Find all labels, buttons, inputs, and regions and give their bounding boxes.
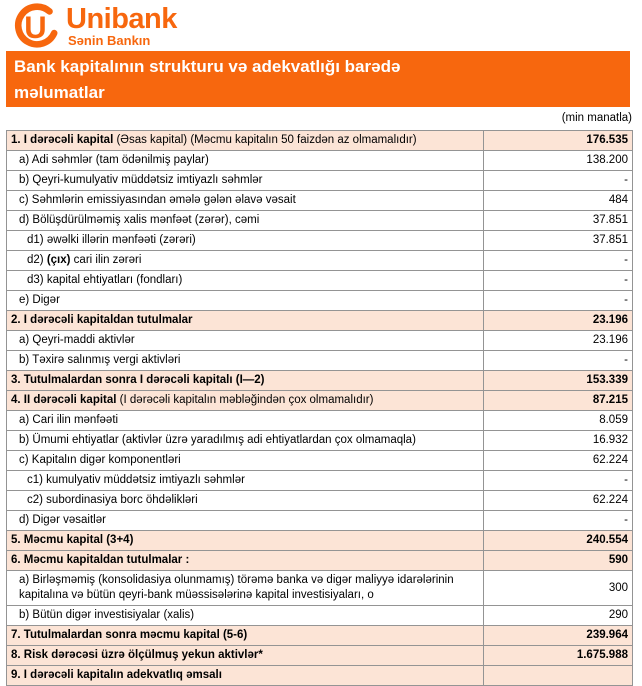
row-value: 23.196 xyxy=(484,311,633,331)
page-title-line2: məlumatlar xyxy=(14,83,105,102)
row-value: 62.224 xyxy=(484,491,633,511)
row-label: a) Cari ilin mənfəəti xyxy=(7,411,484,431)
row-value: - xyxy=(484,351,633,371)
row-label: d3) kapital ehtiyatları (fondları) xyxy=(7,271,484,291)
row-label: 4. II dərəcəli kapital (I dərəcəli kapitalın məbləğindən çox olmamalıdır) xyxy=(7,391,484,411)
row-label: 2. I dərəcəli kapitaldan tutulmalar xyxy=(7,311,484,331)
capital-table-body xyxy=(7,131,633,686)
row-value: - xyxy=(484,511,633,531)
row-value: 176.535 xyxy=(484,131,633,151)
table-row xyxy=(7,571,633,606)
row-value: 62.224 xyxy=(484,451,633,471)
table-row xyxy=(7,351,633,371)
row-value: 8.059 xyxy=(484,411,633,431)
row-value: 23.196 xyxy=(484,331,633,351)
row-label: b) Bütün digər investisiyalar (xalis) xyxy=(7,606,484,626)
row-value: 484 xyxy=(484,191,633,211)
row-label: a) Adi səhmlər (tam ödənilmiş paylar) xyxy=(7,151,484,171)
row-label: 6. Məcmu kapitaldan tutulmalar : xyxy=(7,551,484,571)
row-value: 37.851 xyxy=(484,231,633,251)
row-value xyxy=(484,666,633,686)
row-label: 5. Məcmu kapital (3+4) xyxy=(7,531,484,551)
row-label: b) Qeyri-kumulyativ müddətsiz imtiyazlı səhmlər xyxy=(7,171,484,191)
table-row xyxy=(7,491,633,511)
table-row xyxy=(7,231,633,251)
row-label: a) Birləşməmiş (konsolidasiya olunmamış) törəmə banka və digər maliyyə idarələrinin kapitalına və bütün qeyri-bank müəssisələrinə kapital investisiyaları, o xyxy=(7,571,484,606)
unibank-logo xyxy=(10,3,177,50)
row-label: c) Səhmlərin emissiyasından əmələ gələn əlavə vəsait xyxy=(7,191,484,211)
logo-letter: U xyxy=(24,9,47,45)
table-row xyxy=(7,451,633,471)
row-label: a) Qeyri-maddi aktivlər xyxy=(7,331,484,351)
table-row xyxy=(7,291,633,311)
brand-name: Unibank xyxy=(66,3,177,35)
table-row xyxy=(7,391,633,411)
row-label: d2) (çıx) cari ilin zərəri xyxy=(7,251,484,271)
row-value: - xyxy=(484,291,633,311)
table-row xyxy=(7,151,633,171)
table-row xyxy=(7,131,633,151)
row-label: c2) subordinasiya borc öhdəlikləri xyxy=(7,491,484,511)
table-row xyxy=(7,511,633,531)
table-row xyxy=(7,606,633,626)
table-row xyxy=(7,311,633,331)
row-value: 87.215 xyxy=(484,391,633,411)
row-value: 300 xyxy=(484,571,633,606)
row-value: 240.554 xyxy=(484,531,633,551)
table-row xyxy=(7,411,633,431)
row-value: 239.964 xyxy=(484,626,633,646)
row-value: 290 xyxy=(484,606,633,626)
page-title-line1: Bank kapitalının strukturu və adekvatlığı barədə xyxy=(14,57,401,76)
brand-tagline: Sənin Bankın xyxy=(68,33,151,48)
row-label: d) Digər vəsaitlər xyxy=(7,511,484,531)
row-label: b) Ümumi ehtiyatlar (aktivlər üzrə yaradılmış adi ehtiyatlardan çox olmamaqla) xyxy=(7,431,484,451)
table-row xyxy=(7,271,633,291)
table-row xyxy=(7,251,633,271)
table-row xyxy=(7,666,633,686)
capital-structure-table xyxy=(6,130,632,686)
table-row xyxy=(7,171,633,191)
unit-note: (min manatla) xyxy=(561,112,632,124)
row-value: - xyxy=(484,471,633,491)
row-value: 153.339 xyxy=(484,371,633,391)
row-label: e) Digər xyxy=(7,291,484,311)
table-row xyxy=(7,471,633,491)
row-label: c1) kumulyativ müddətsiz imtiyazlı səhmlər xyxy=(7,471,484,491)
row-label: 9. I dərəcəli kapitalın adekvatlıq əmsalı xyxy=(7,666,484,686)
row-value: 37.851 xyxy=(484,211,633,231)
table-row xyxy=(7,626,633,646)
table-row xyxy=(7,331,633,351)
table-row xyxy=(7,371,633,391)
row-value: - xyxy=(484,271,633,291)
row-label: 3. Tutulmalardan sonra I dərəcəli kapitalı (I—2) xyxy=(7,371,484,391)
page-title xyxy=(6,51,630,107)
row-value: - xyxy=(484,171,633,191)
logo-text xyxy=(66,3,177,48)
table-row xyxy=(7,211,633,231)
row-label: d) Bölüşdürülməmiş xalis mənfəət (zərər), cəmi xyxy=(7,211,484,231)
unibank-u-icon xyxy=(10,3,59,50)
row-label: d1) əwəlki illərin mənfəəti (zərəri) xyxy=(7,231,484,251)
row-value: 1.675.988 xyxy=(484,646,633,666)
row-value: 590 xyxy=(484,551,633,571)
row-value: 138.200 xyxy=(484,151,633,171)
row-value: 16.932 xyxy=(484,431,633,451)
row-label: 1. I dərəcəli kapital (Əsas kapital) (Məcmu kapitalın 50 faizdən az olmamalıdır) xyxy=(7,131,484,151)
row-label: 8. Risk dərəcəsi üzrə ölçülmuş yekun aktivlər* xyxy=(7,646,484,666)
row-label: 7. Tutulmalardan sonra məcmu kapital (5-6) xyxy=(7,626,484,646)
table-row xyxy=(7,531,633,551)
row-label: c) Kapitalın digər komponentləri xyxy=(7,451,484,471)
table-row xyxy=(7,191,633,211)
row-value: - xyxy=(484,251,633,271)
table-row xyxy=(7,431,633,451)
table-row xyxy=(7,646,633,666)
table-row xyxy=(7,551,633,571)
row-label: b) Təxirə salınmış vergi aktivləri xyxy=(7,351,484,371)
